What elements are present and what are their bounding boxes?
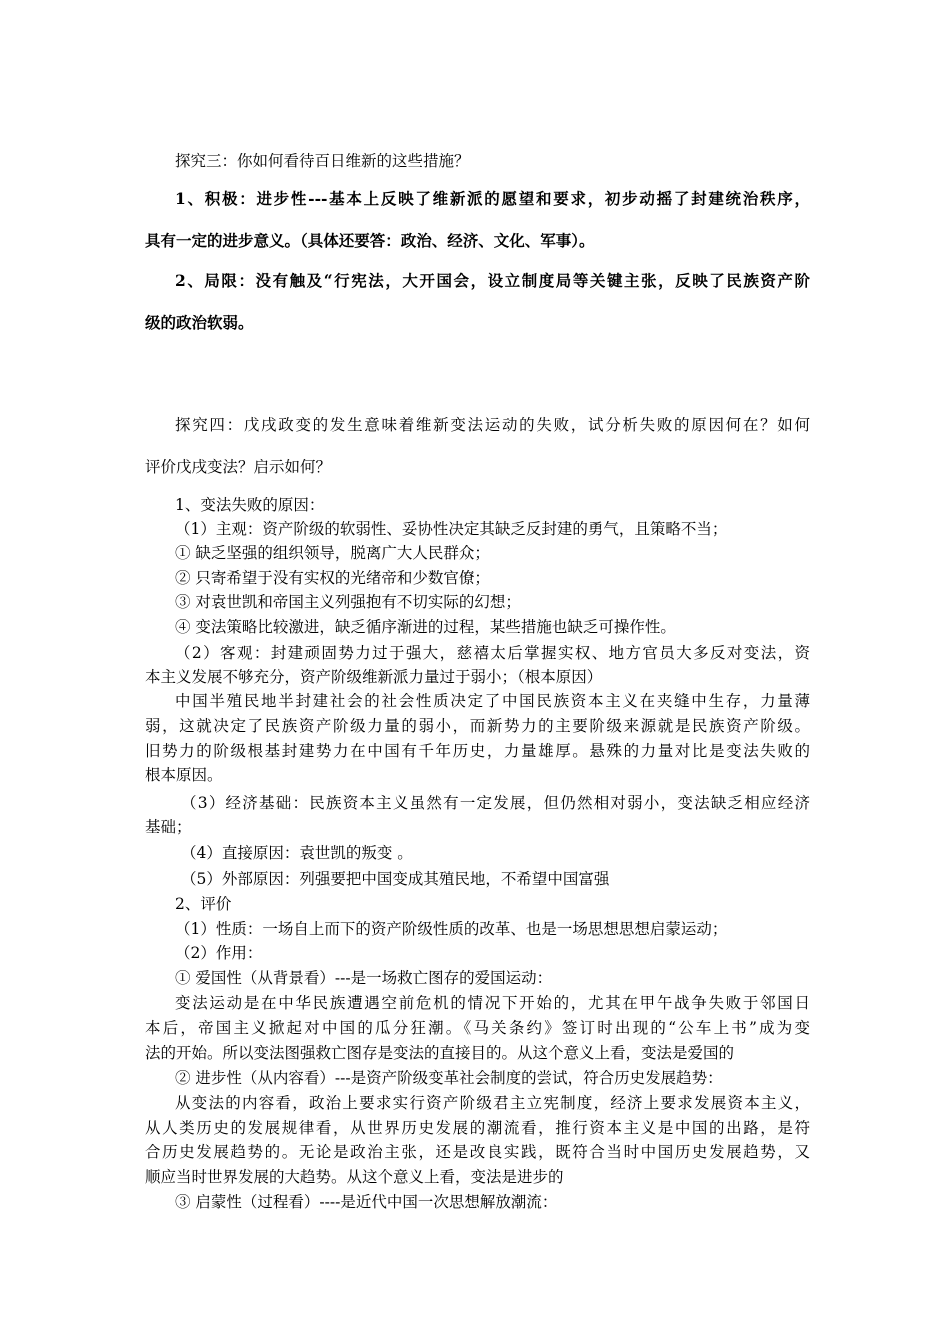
section-2-2: （2）作用： [175, 944, 263, 962]
section-1-1-d: ④ 变法策略比较激进，缺乏循序渐进的过程，某些措施也缺乏可操作性。 [175, 618, 676, 636]
section-1-3-line2: 基础； [145, 818, 192, 836]
section-2-2-b-line4: 顺应当时世界发展的大趋势。从这个意义上看，变法是进步的 [145, 1168, 564, 1186]
section-1-2-para-line1: 中国半殖民地半封建社会的社会性质决定了中国民族资本主义在夹缝中生存，力量薄 [175, 692, 810, 710]
tan4-title-line2: 评价戊戌变法？启示如何？ [145, 458, 332, 476]
section-2-1: （1）性质：一场自上而下的资产阶级性质的改革、也是一场思想思想启蒙运动； [175, 920, 728, 938]
tan4-title-line1: 探究四：戊戌政变的发生意味着维新变法运动的失败，试分析失败的原因何在？如何 [175, 416, 810, 434]
section-1-2-line2: 本主义发展不够充分，资产阶级维新派力量过于弱小；（根本原因） [145, 668, 603, 686]
tan3-p2-line2: 级的政治软弱。 [145, 313, 254, 332]
section-2-2-a-line2: 本后，帝国主义掀起对中国的瓜分狂潮。《马关条约》签订时出现的“公车上书”成为变 [145, 1019, 810, 1037]
section-1-1-a: ① 缺乏坚强的组织领导，脱离广大人民群众； [175, 544, 490, 562]
section-1-3-line1: （3）经济基础：民族资本主义虽然有一定发展，但仍然相对弱小，变法缺乏相应经济 [181, 794, 810, 812]
section-1-5: （5）外部原因：列强要把中国变成其殖民地，不希望中国富强 [181, 870, 610, 888]
section-1-2-para-line4: 根本原因。 [145, 766, 223, 784]
section-1-heading: 1、变法失败的原因： [175, 496, 325, 514]
section-1-2-para-line3: 旧势力的阶级根基封建势力在中国有千年历史，力量雄厚。悬殊的力量对比是变法失败的 [145, 742, 810, 760]
section-2-heading: 2、评价 [175, 895, 232, 913]
tan3-p2-line1: 2、局限：没有触及“行宪法，大开国会，设立制度局等关键主张，反映了民族资产阶 [175, 271, 810, 290]
tan3-p1-line1: 1、积极：进步性---基本上反映了维新派的愿望和要求，初步动摇了封建统治秩序， [175, 189, 810, 208]
section-2-2-a-line1: 变法运动是在中华民族遭遇空前危机的情况下开始的，尤其在甲午战争失败于邻国日 [175, 994, 810, 1012]
section-1-4: （4）直接原因：袁世凯的叛变 。 [181, 844, 413, 862]
tan3-p1-line2: 具有一定的进步意义。（具体还要答：政治、经济、文化、军事）。 [145, 231, 595, 250]
section-2-2-b: ② 进步性（从内容看）---是资产阶级变革社会制度的尝试，符合历史发展趋势： [175, 1069, 723, 1087]
section-1-1: （1）主观：资产阶级的软弱性、妥协性决定其缺乏反封建的勇气，且策略不当； [175, 520, 728, 538]
tan3-title: 探究三：你如何看待百日维新的这些措施？ [175, 152, 470, 170]
section-1-2-line1: （2）客观：封建顽固势力过于强大，慈禧太后掌握实权、地方官员大多反对变法，资 [175, 644, 810, 662]
section-2-2-b-line3: 合历史发展趋势的。无论是政治主张，还是改良实践，既符合当时中国历史发展趋势，又 [145, 1143, 810, 1161]
section-2-2-a-line3: 法的开始。所以变法图强救亡图存是变法的直接目的。从这个意义上看，变法是爱国的 [145, 1044, 735, 1062]
section-1-1-c: ③ 对袁世凯和帝国主义列强抱有不切实际的幻想； [175, 593, 521, 611]
section-1-2-para-line2: 弱，这就决定了民族资产阶级力量的弱小，而新势力的主要阶级来源就是民族资产阶级。 [145, 717, 810, 735]
section-2-2-b-line1: 从变法的内容看，政治上要求实行资产阶级君主立宪制度，经济上要求发展资本主义， [175, 1094, 810, 1112]
section-2-2-b-line2: 从人类历史的发展规律看，从世界历史发展的潮流看，推行资本主义是中国的出路，是符 [145, 1119, 810, 1137]
section-2-2-a: ① 爱国性（从背景看）---是一场救亡图存的爱国运动： [175, 969, 553, 987]
section-1-1-b: ② 只寄希望于没有实权的光绪帝和少数官僚； [175, 569, 490, 587]
section-2-2-c: ③ 启蒙性（过程看）----是近代中国一次思想解放潮流： [175, 1193, 558, 1211]
